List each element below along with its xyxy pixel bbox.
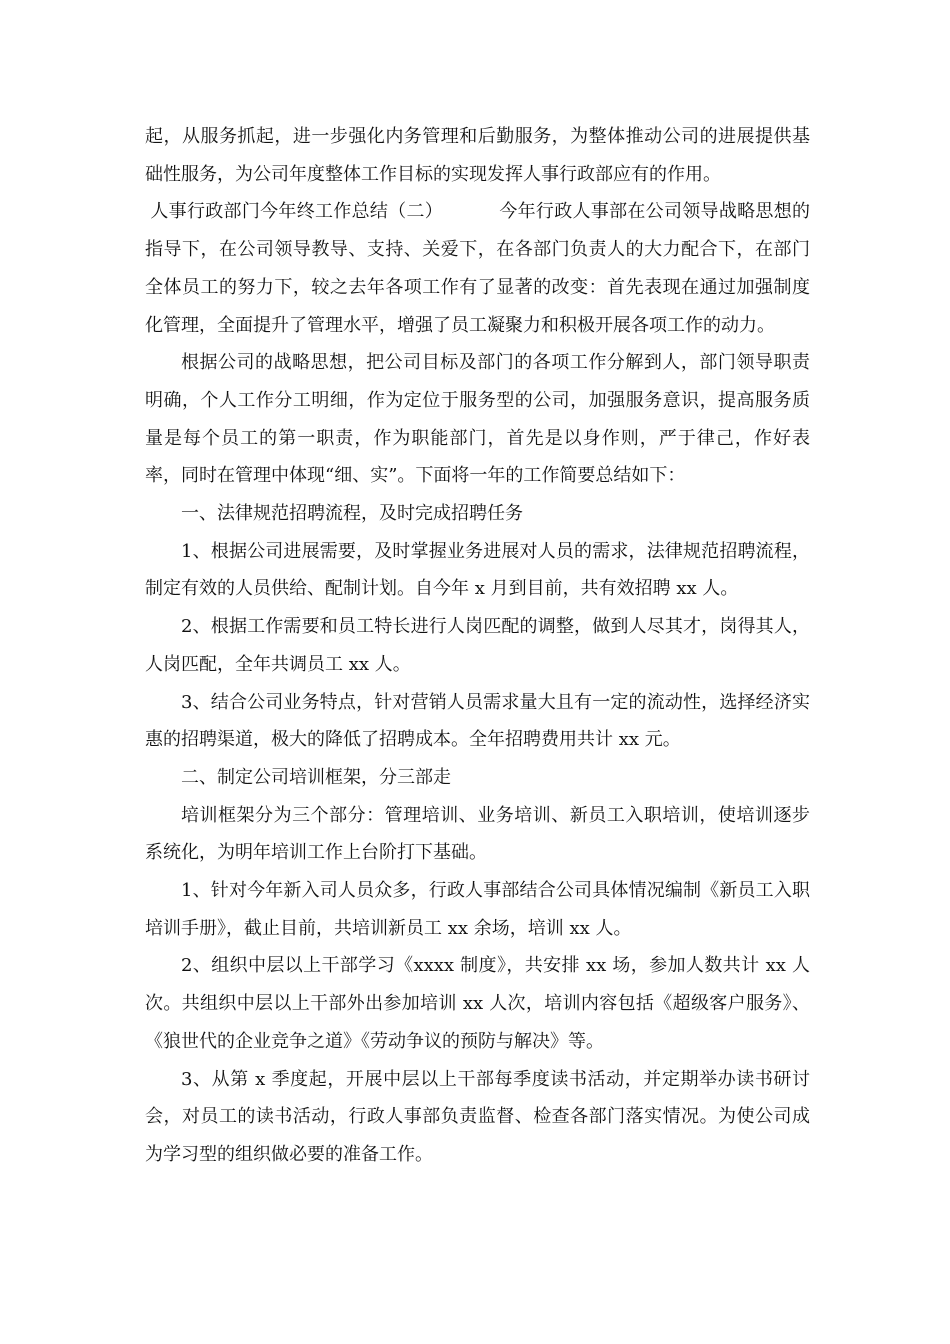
paragraph-training-framework: 培训框架分为三个部分：管理培训、业务培训、新员工入职培训，使培训逐步系统化，为明年培训工作上台阶打下基础。 (145, 804, 810, 864)
paragraph-training-1: 1、针对今年新入司人员众多，行政人事部结合公司具体情况编制《新员工入职培训手册》，截止目前，共培训新员工 xx 余场，培训 xx 人。 (145, 880, 810, 939)
paragraph-training-3: 3、从第 x 季度起，开展中层以上干部每季度读书活动，并定期举办读书研讨会，对员工的读书活动，行政人事部负责监督、检查各部门落实情况。为使公司成为学习型的组织做必要的准备工作。 (145, 1068, 810, 1165)
section-intro-text: 今年行政人事部在公司领导战略思想的指导下，在公司领导教导、支持、关爱下，在各部门负责人的大力配合下，在部门全体员工的努力下，较之去年各项工作有了显著的改变：首先表现在通过加强制度化管理，全面提升了管理水平，增强了员工凝聚力和积极开展各项工作的动力。 (145, 201, 811, 336)
section-title: 人事行政部门今年终工作总结（二） (150, 201, 444, 223)
paragraph-strategy: 根据公司的战略思想，把公司目标及部门的各项工作分解到人，部门领导职责明确，个人工作分工明细，作为定位于服务型的公司，加强服务意识，提高服务质量是每个员工的第一职责，作为职能部门，首先是以身作则，严于律己，作好表率，同时在管理中体现“细、实”。下面将一年的工作简要总结如下： (145, 352, 810, 487)
paragraph-recruitment-2: 2、根据工作需要和员工特长进行人岗匹配的调整，做到人尽其才，岗得其人，人岗匹配，全年共调员工 xx 人。 (145, 616, 810, 675)
heading-recruitment: 一、法律规范招聘流程，及时完成招聘任务 (181, 503, 523, 525)
heading-training: 二、制定公司培训框架，分三部走 (181, 766, 451, 788)
paragraph-continuation: 起，从服务抓起，进一步强化内务管理和后勤服务，为整体推动公司的进展提供基础性服务，为公司年度整体工作目标的实现发挥人事行政部应有的作用。 (145, 126, 810, 185)
paragraph-recruitment-3: 3、结合公司业务特点，针对营销人员需求量大且有一定的流动性，选择经济实惠的招聘渠道，极大的降低了招聘成本。全年招聘费用共计 xx 元。 (145, 691, 810, 751)
paragraph-section-two (145, 193, 810, 344)
paragraph-recruitment-1: 1、根据公司进展需要，及时掌握业务进展对人员的需求，法律规范招聘流程，制定有效的人员供给、配制计划。自今年 x 月到目前，共有效招聘 xx 人。 (145, 540, 810, 600)
paragraph-training-2: 2、组织中层以上干部学习《xxxx 制度》，共安排 xx 场，参加人数共计 xx 人次。共组织中层以上干部外出参加培训 xx 人次，培训内容包括《超级客户服务》、《狼世代的企业竞争之道》《劳动争议的预防与解决》等。 (145, 955, 810, 1052)
document-body (145, 118, 810, 1174)
